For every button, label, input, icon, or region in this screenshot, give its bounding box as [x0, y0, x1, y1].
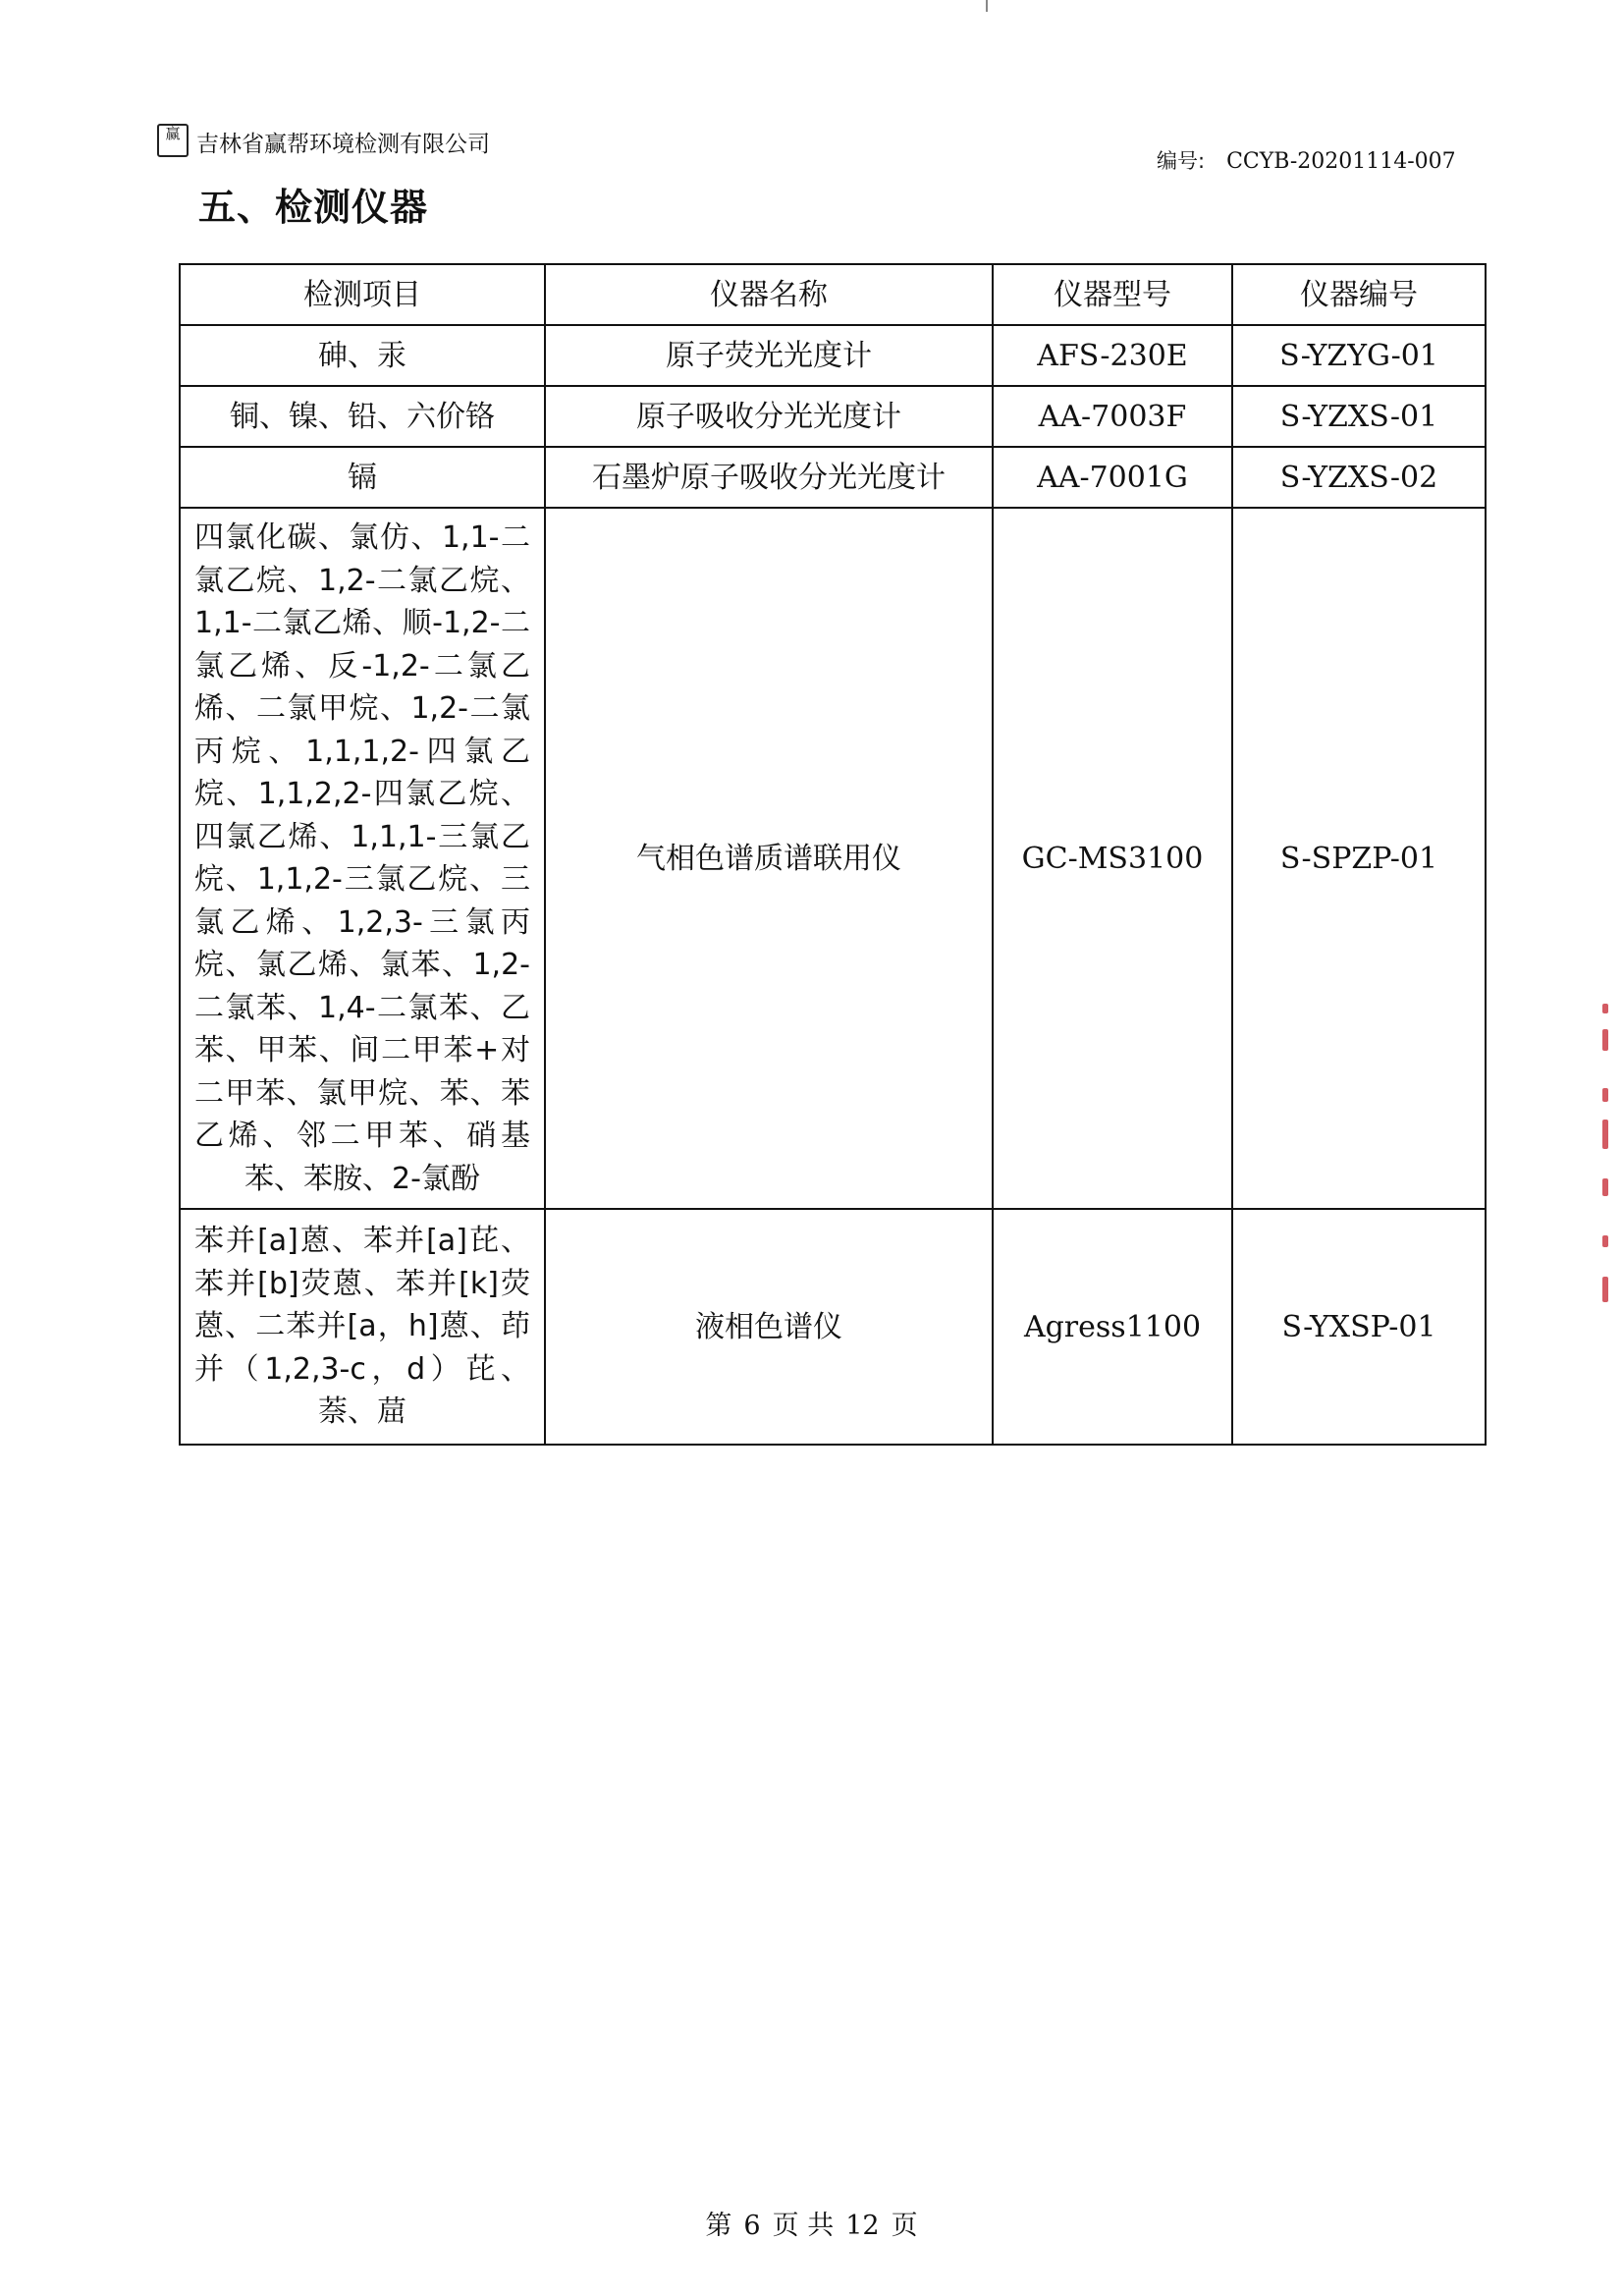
- header-instrument-id: 仪器编号: [1232, 264, 1486, 325]
- report-number: [1157, 145, 1456, 175]
- table-row: [180, 508, 1486, 1209]
- cell-model: Agress1100: [993, 1209, 1232, 1445]
- table-row: [180, 447, 1486, 508]
- page-footer: [0, 2204, 1623, 2242]
- cell-id: S-YZXS-02: [1232, 447, 1486, 508]
- cell-model: AA-7003F: [993, 386, 1232, 447]
- cell-name: 原子荧光光度计: [545, 325, 993, 386]
- cell-model: GC-MS3100: [993, 508, 1232, 1209]
- table-row: [180, 1209, 1486, 1445]
- cell-model: AFS-230E: [993, 325, 1232, 386]
- report-number-value: CCYB-20201114-007: [1226, 149, 1456, 174]
- cell-model: AA-7001G: [993, 447, 1232, 508]
- page-current: 6: [743, 2211, 761, 2241]
- section-title: 五、检测仪器: [198, 186, 429, 229]
- seal-fragment: [1602, 1088, 1608, 1102]
- company-name: 吉林省赢帮环境检测有限公司: [196, 132, 490, 157]
- cell-id: S-SPZP-01: [1232, 508, 1486, 1209]
- page-prefix: 第: [705, 2211, 732, 2241]
- table-row: [180, 325, 1486, 386]
- table-header-row: [180, 264, 1486, 325]
- seal-fragment: [1602, 1235, 1608, 1247]
- seal-fragment: [1602, 1178, 1608, 1196]
- cell-name: 液相色谱仪: [545, 1209, 993, 1445]
- table-row: [180, 386, 1486, 447]
- cell-name: 气相色谱质谱联用仪: [545, 508, 993, 1209]
- cell-item: 四氯化碳、氯仿、1,1-二氯乙烷、1,2-二氯乙烷、1,1-二氯乙烯、顺-1,2-二氯乙烯、反-1,2-二氯乙烯、二氯甲烷、1,2-二氯丙烷、1,1,1,2-四氯乙烷、1,1,2,2-四氯乙烷、四氯乙烯、1,1,1-三氯乙烷、1,1,2-三氯乙烷、三氯乙烯、1,2,3-三氯丙烷、氯乙烯、氯苯、1,2-二氯苯、1,4-二氯苯、乙苯、甲苯、间二甲苯+对二甲苯、氯甲烷、苯、苯乙烯、邻二甲苯、硝基苯、苯胺、2-氯酚: [180, 508, 545, 1209]
- page-suffix: 页: [891, 2211, 918, 2241]
- seal-fragment: [1602, 1277, 1608, 1302]
- binding-tick-mark: [986, 0, 988, 12]
- company-logo-icon: 赢: [157, 124, 189, 157]
- cell-name: 石墨炉原子吸收分光光度计: [545, 447, 993, 508]
- cell-item: 砷、汞: [180, 325, 545, 386]
- cell-id: S-YZYG-01: [1232, 325, 1486, 386]
- header-instrument-model: 仪器型号: [993, 264, 1232, 325]
- seal-fragment: [1602, 1004, 1608, 1013]
- page-total: 12: [845, 2211, 880, 2241]
- seal-fragment: [1602, 1029, 1608, 1051]
- header-item: 检测项目: [180, 264, 545, 325]
- cell-item: 镉: [180, 447, 545, 508]
- cell-id: S-YXSP-01: [1232, 1209, 1486, 1445]
- cell-id: S-YZXS-01: [1232, 386, 1486, 447]
- report-number-label: 编号:: [1157, 149, 1206, 173]
- cell-name: 原子吸收分光光度计: [545, 386, 993, 447]
- header-instrument-name: 仪器名称: [545, 264, 993, 325]
- seal-fragment: [1602, 1120, 1608, 1149]
- cell-item: 铜、镍、铅、六价铬: [180, 386, 545, 447]
- page-mid: 页 共: [772, 2211, 835, 2241]
- instrument-table: [179, 263, 1487, 1446]
- cell-item: 苯并[a]蒽、苯并[a]芘、苯并[b]荧蒽、苯并[k]荧蒽、二苯并[a，h]蒽、茚并（1,2,3-c，d）芘、萘、䓛: [180, 1209, 545, 1445]
